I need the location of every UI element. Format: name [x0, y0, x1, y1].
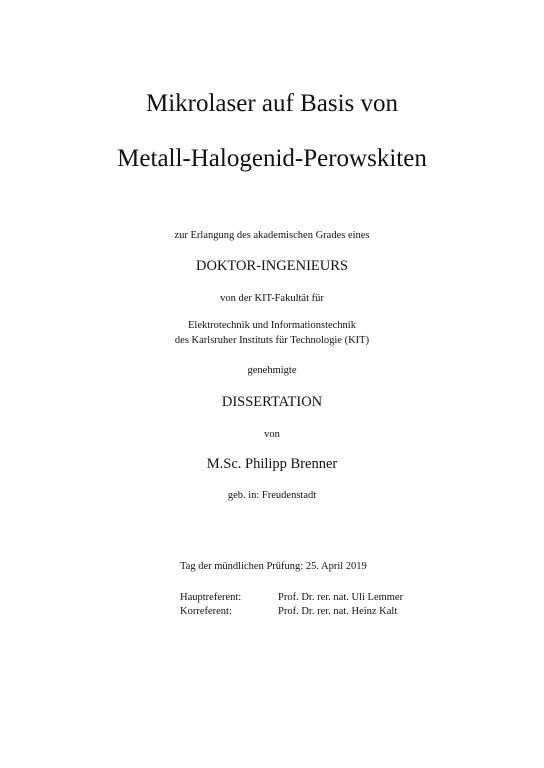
approved-label: genehmigte	[247, 365, 297, 376]
degree-name: DOKTOR-INGENIEURS	[196, 258, 348, 274]
author-name: M.Sc. Philipp Brenner	[206, 456, 338, 472]
birthplace: geb. in: Freudenstadt	[227, 490, 317, 501]
main-referee-label: Hauptreferent:	[180, 592, 242, 603]
main-referee-row	[180, 591, 403, 605]
document-type: DISSERTATION	[221, 394, 323, 410]
co-referee-row	[180, 605, 397, 619]
by-label: von	[264, 429, 280, 440]
co-referee-label: Korreferent:	[180, 606, 232, 617]
department-line-1: Elektrotechnik und Informationstechnik	[188, 320, 356, 331]
department-line-2: des Karlsruher Instituts für Technologie (KIT)	[174, 335, 370, 346]
thesis-title-line-2: Metall-Halogenid-Perowskiten	[117, 145, 427, 172]
degree-purpose: zur Erlangung des akademischen Grades eines	[174, 230, 370, 241]
co-referee-name: Prof. Dr. rer. nat. Heinz Kalt	[278, 606, 398, 617]
main-referee-name: Prof. Dr. rer. nat. Uli Lemmer	[278, 592, 404, 603]
faculty-line: von der KIT-Fakultät für	[220, 293, 324, 304]
thesis-title-line-1: Mikrolaser auf Basis von	[145, 90, 399, 117]
exam-date: Tag der mündlichen Prüfung: 25. April 2019	[180, 561, 367, 572]
